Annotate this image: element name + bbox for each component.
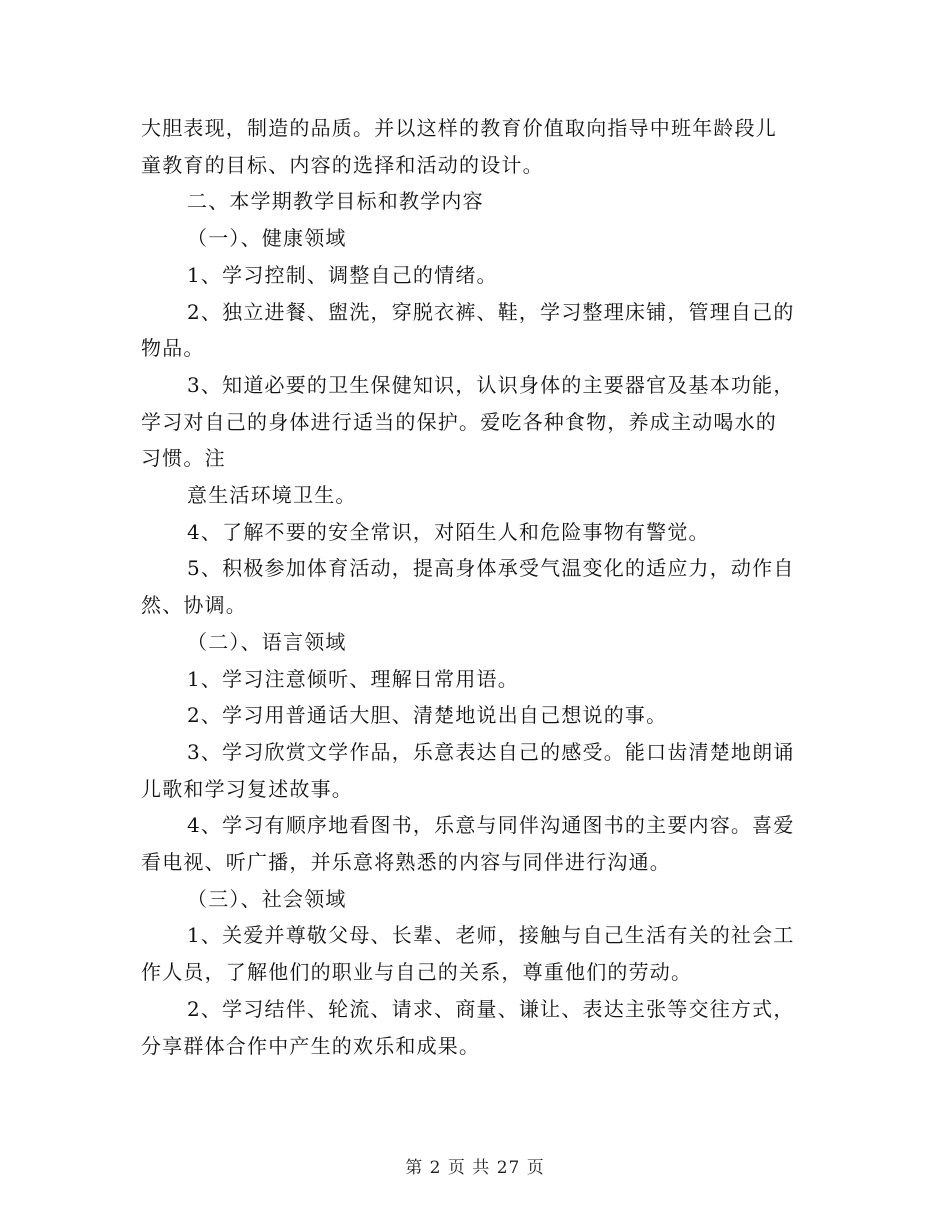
text-line: 分享群体合作中产生的欢乐和成果。 bbox=[141, 1033, 481, 1058]
text-line: 学习对自己的身体进行适当的保护。爱吃各种食物，养成主动喝水的 bbox=[141, 409, 777, 434]
text-line: 物品。 bbox=[141, 336, 205, 361]
text-line: 1、学习控制、调整自己的情绪。 bbox=[187, 262, 498, 287]
text-line: 1、关爱并尊敬父母、长辈、老师，接触与自己生活有关的社会工 bbox=[187, 923, 795, 948]
text-line: （一）、健康领域 bbox=[187, 226, 347, 251]
text-line: 二、本学期教学目标和教学内容 bbox=[187, 189, 484, 214]
text-line: （二）、语言领域 bbox=[187, 629, 347, 654]
text-line: 1、学习注意倾听、理解日常用语。 bbox=[187, 666, 519, 691]
document-body bbox=[141, 110, 811, 1064]
text-line: 习惯。注 bbox=[141, 446, 226, 471]
text-line: 意生活环境卫生。 bbox=[187, 483, 357, 508]
text-line: 看电视、听广播，并乐意将熟悉的内容与同伴进行沟通。 bbox=[141, 850, 671, 875]
text-line: 4、了解不要的安全常识，对陌生人和危险事物有警觉。 bbox=[187, 519, 710, 544]
page-footer: 第 2 页 共 27 页 bbox=[405, 1158, 545, 1178]
text-line: 2、学习结伴、轮流、请求、商量、谦让、表达主张等交往方式， bbox=[187, 996, 795, 1021]
text-line: 5、积极参加体育活动，提高身体承受气温变化的适应力，动作自 bbox=[187, 556, 795, 581]
text-line: （三）、社会领域 bbox=[187, 886, 347, 911]
text-line: 然、协调。 bbox=[141, 593, 247, 618]
text-line: 3、学习欣赏文学作品，乐意表达自己的感受。能口齿清楚地朗诵 bbox=[187, 739, 795, 764]
text-line: 儿歌和学习复述故事。 bbox=[141, 776, 353, 801]
text-line: 2、学习用普通话大胆、清楚地说出自己想说的事。 bbox=[187, 703, 668, 728]
text-line: 大胆表现，制造的品质。并以这样的教育价值取向指导中班年龄段儿 bbox=[141, 116, 777, 140]
text-line: 2、独立进餐、盥洗，穿脱衣裤、鞋，学习整理床铺，管理自己的 bbox=[187, 299, 795, 324]
text-line: 3、知道必要的卫生保健知识，认识身体的主要器官及基本功能， bbox=[187, 372, 795, 397]
text-line: 作人员，了解他们的职业与自己的关系，尊重他们的劳动。 bbox=[141, 960, 693, 985]
text-line: 4、学习有顺序地看图书，乐意与同伴沟通图书的主要内容。喜爱 bbox=[187, 813, 795, 838]
text-line: 童教育的目标、内容的选择和活动的设计。 bbox=[141, 152, 544, 177]
